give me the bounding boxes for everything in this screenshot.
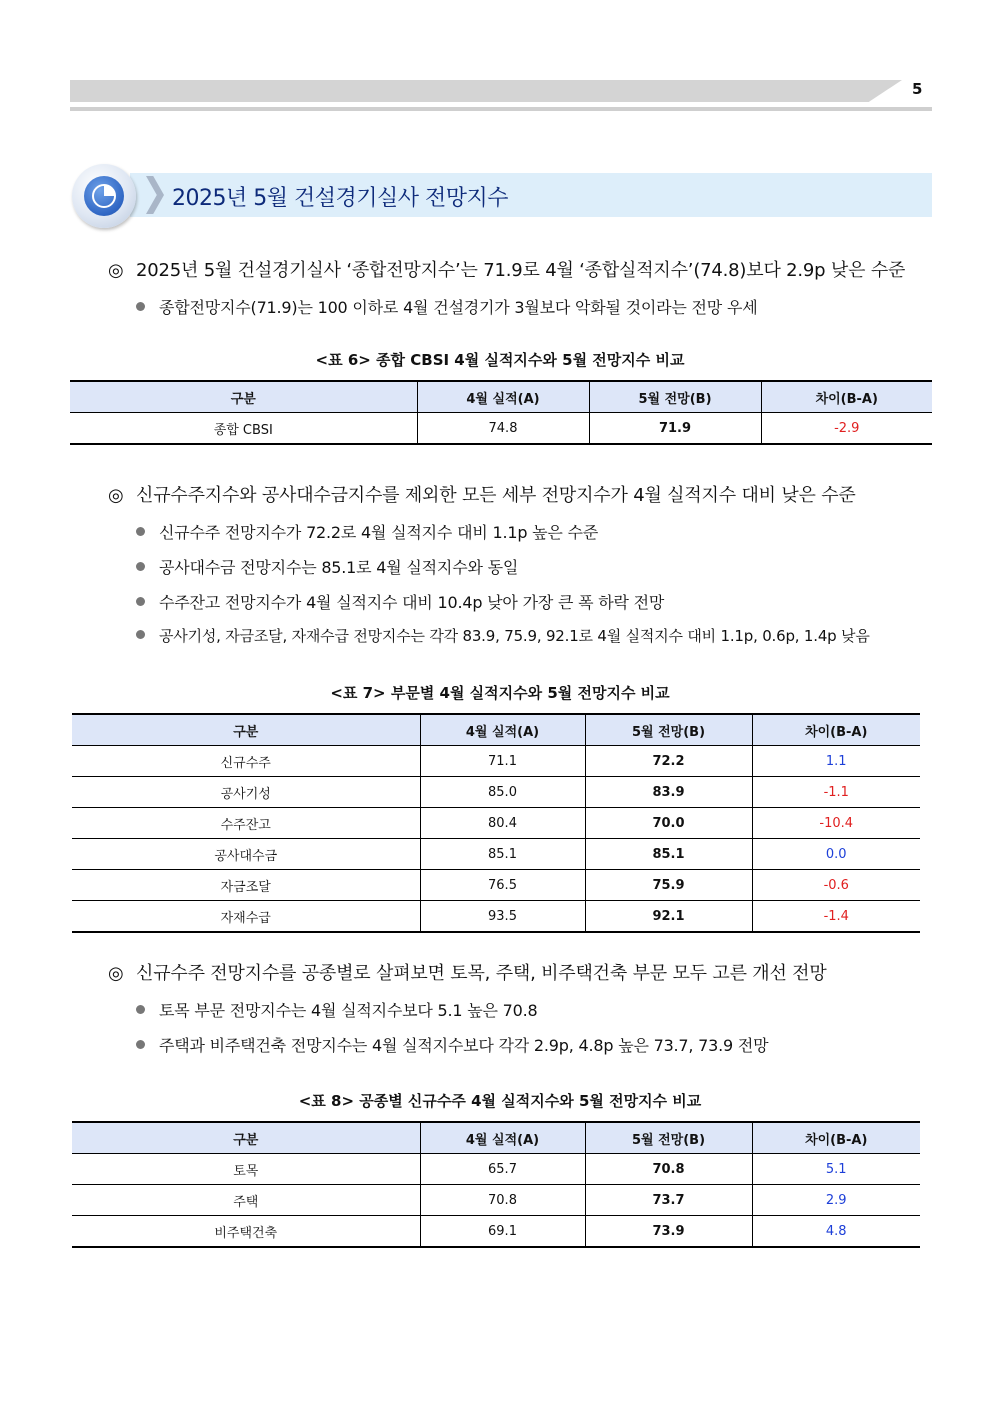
table-row: 토목 65.7 70.8 5.1 [72, 1154, 920, 1185]
list-item: 종합전망지수(71.9)는 100 이하로 4월 건설경기가 3월보다 악화될 것이라는 전망 우세 [136, 295, 757, 318]
list-item: 주택과 비주택건축 전망지수는 4월 실적지수보다 각각 2.9p, 4.8p 높은 73.7, 73.9 전망 [136, 1033, 768, 1056]
column-header: 구분 [72, 714, 420, 746]
column-header: 5월 전망(B) [589, 381, 761, 413]
column-header: 5월 전망(B) [585, 1122, 752, 1154]
table-7 [72, 713, 920, 933]
header-bar [70, 80, 902, 102]
list-item: 공사기성, 자금조달, 자재수급 전망지수는 각각 83.9, 75.9, 92.1로 4월 실적지수 대비 1.1p, 0.6p, 1.4p 낮음 [136, 625, 870, 646]
page-number: 5 [912, 80, 923, 98]
column-header: 4월 실적(A) [420, 714, 585, 746]
list-item: 수주잔고 전망지수가 4월 실적지수 대비 10.4p 낮아 가장 큰 폭 하락 전망 [136, 590, 664, 613]
bullet-icon [136, 1040, 145, 1049]
paragraph-1 [108, 256, 905, 282]
double-circle-marker: ◎ [108, 485, 124, 506]
column-header: 차이(B-A) [752, 1122, 920, 1154]
table-7-caption: <표 7> 부문별 4월 실적지수와 5월 전망지수 비교 [330, 684, 670, 702]
table-row: 신규수주 71.1 72.2 1.1 [72, 746, 920, 777]
table-row: 공사기성 85.0 83.9 -1.1 [72, 777, 920, 808]
paragraph-1-text: 2025년 5월 건설경기실사 ‘종합전망지수’는 71.9로 4월 ‘종합실적지수’(74.8)보다 2.9p 낮은 수준 [136, 260, 906, 281]
column-header: 4월 실적(A) [417, 381, 589, 413]
column-header: 구분 [72, 1122, 420, 1154]
double-circle-marker: ◎ [108, 260, 124, 281]
list-item: 토목 부문 전망지수는 4월 실적지수보다 5.1 높은 70.8 [136, 998, 537, 1021]
section-title: 2025년 5월 건설경기실사 전망지수 [172, 186, 508, 211]
column-header: 차이(B-A) [761, 381, 932, 413]
list-item: 공사대수금 전망지수는 85.1로 4월 실적지수와 동일 [136, 555, 518, 578]
table-row: 수주잔고 80.4 70.0 -10.4 [72, 808, 920, 839]
column-header: 구분 [70, 381, 417, 413]
bullet-icon [136, 562, 145, 571]
paragraph-3: ◎ 신규수주 전망지수를 공종별로 살펴보면 토목, 주택, 비주택건축 부문 모두 고른 개선 전망 [108, 963, 827, 984]
table-8-caption: <표 8> 공종별 신규수주 4월 실적지수와 5월 전망지수 비교 [298, 1092, 702, 1110]
bullet-icon [136, 1005, 145, 1014]
bullet-icon [136, 302, 145, 311]
table-row: 자금조달 76.5 75.9 -0.6 [72, 870, 920, 901]
table-row: 비주택건축 69.1 73.9 4.8 [72, 1216, 920, 1248]
table-row: 주택 70.8 73.7 2.9 [72, 1185, 920, 1216]
table-8 [72, 1121, 920, 1248]
list-item: 신규수주 전망지수가 72.2로 4월 실적지수 대비 1.1p 높은 수준 [136, 520, 598, 543]
column-header: 4월 실적(A) [420, 1122, 585, 1154]
bullet-icon [136, 527, 145, 536]
table-row: 공사대수금 85.1 85.1 0.0 [72, 839, 920, 870]
double-circle-marker: ◎ [108, 963, 124, 984]
table-row: 자재수급 93.5 92.1 -1.4 [72, 901, 920, 933]
bullet-icon [136, 597, 145, 606]
column-header: 5월 전망(B) [585, 714, 752, 746]
table-6-caption: <표 6> 종합 CBSI 4월 실적지수와 5월 전망지수 비교 [315, 351, 685, 369]
paragraph-2: ◎ 신규수주지수와 공사대수금지수를 제외한 모든 세부 전망지수가 4월 실적지수 대비 낮은 수준 [108, 485, 856, 506]
bullet-icon [136, 630, 145, 639]
table-6 [70, 380, 932, 445]
column-header: 차이(B-A) [752, 714, 920, 746]
pie-chart-icon [72, 164, 136, 228]
header-rule [70, 107, 932, 111]
table-row: 종합 CBSI 74.8 71.9 -2.9 [70, 413, 932, 445]
